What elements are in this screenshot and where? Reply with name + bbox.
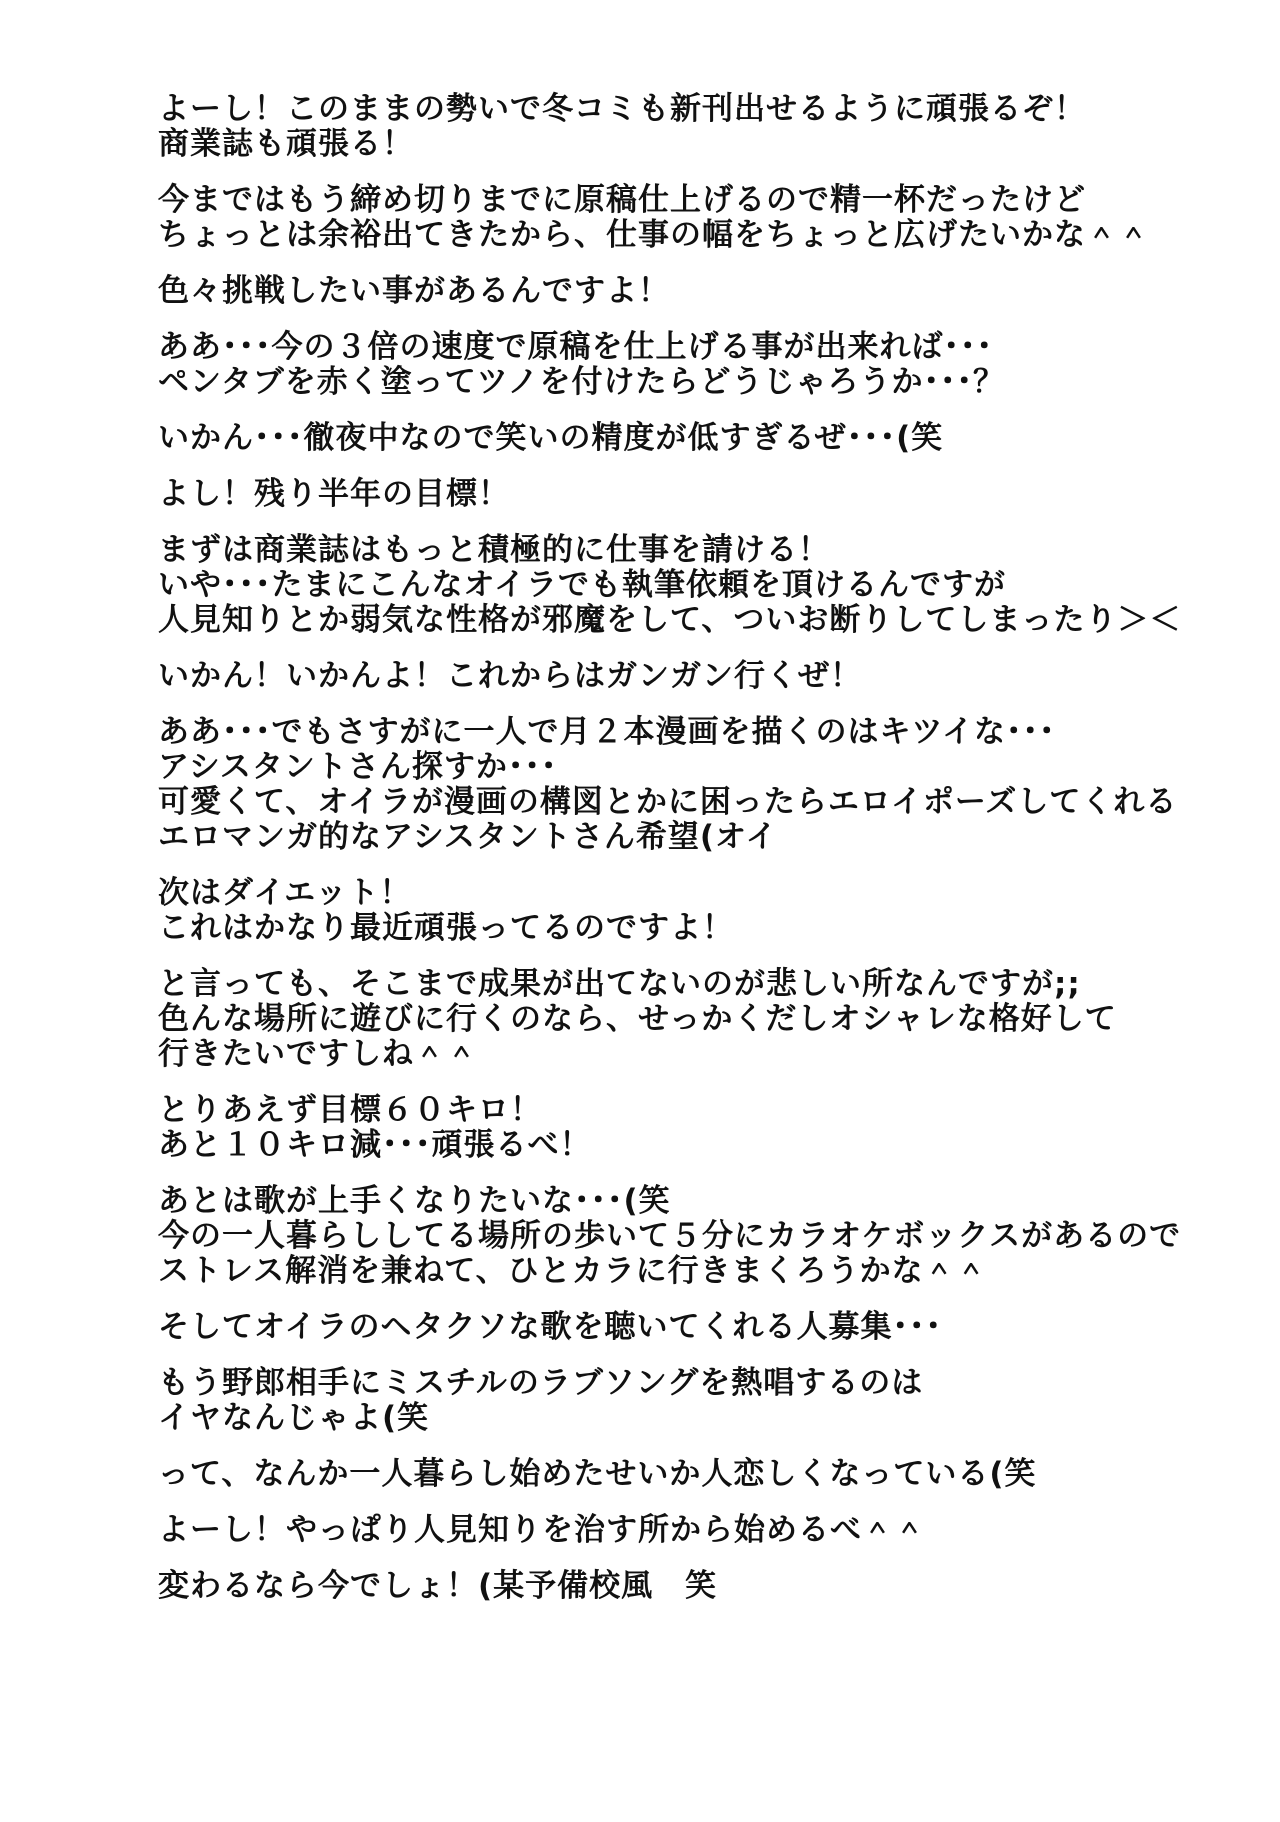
paragraph xyxy=(158,274,1218,309)
text-line: そしてオイラのヘタクソな歌を聴いてくれる人募集･･･ xyxy=(158,1309,942,1345)
paragraph xyxy=(158,1366,1218,1436)
document-page xyxy=(158,92,1218,1625)
text-line: 商業誌も頑張る！ xyxy=(158,126,414,162)
paragraph xyxy=(158,715,1218,855)
paragraph xyxy=(158,1569,1218,1604)
text-line: いや･･･たまにこんなオイラでも執筆依頼を頂けるんですが xyxy=(158,567,1006,603)
text-line: まずは商業誌はもっと積極的に仕事を請ける！ xyxy=(158,532,830,568)
text-line: いかん！いかんよ！これからはガンガン行くぜ！ xyxy=(158,658,862,694)
text-line: エロマンガ的なアシスタントさん希望(オイ xyxy=(158,819,778,855)
text-line: 次はダイエット！ xyxy=(158,875,412,911)
text-line: これはかなり最近頑張ってるのですよ！ xyxy=(158,910,734,946)
text-line: よし！残り半年の目標！ xyxy=(158,476,510,512)
paragraph xyxy=(158,421,1218,456)
paragraph xyxy=(158,1093,1218,1163)
text-line: 色んな場所に遊びに行くのなら、せっかくだしオシャレな格好して xyxy=(158,1001,1117,1037)
text-line: 人見知りとか弱気な性格が邪魔をして、ついお断りしてしまったり＞＜ xyxy=(158,602,1182,638)
paragraph xyxy=(158,876,1218,946)
text-line: よーし！このままの勢いで冬コミも新刊出せるように頑張るぞ！ xyxy=(158,91,1086,127)
paragraph xyxy=(158,967,1218,1072)
text-line: いかん･･･徹夜中なので笑いの精度が低すぎるぜ･･･(笑 xyxy=(158,420,944,456)
paragraph xyxy=(158,477,1218,512)
paragraph xyxy=(158,1184,1218,1289)
text-line: あと１０キロ減･･･頑張るべ！ xyxy=(158,1127,592,1163)
text-line: 今まではもう締め切りまでに原稿仕上げるので精一杯だったけど xyxy=(158,182,1086,218)
text-line: ちょっとは余裕出てきたから、仕事の幅をちょっと広げたいかな＾＾ xyxy=(158,217,1150,253)
text-line: とりあえず目標６０キロ！ xyxy=(158,1092,542,1128)
paragraph xyxy=(158,533,1218,638)
paragraph xyxy=(158,1310,1218,1345)
paragraph xyxy=(158,183,1218,253)
text-line: 可愛くて、オイラが漫画の構図とかに困ったらエロイポーズしてくれる xyxy=(158,784,1178,820)
text-line: ペンタブを赤く塗ってツノを付けたらどうじゃろうか･･･？ xyxy=(158,364,1006,400)
text-line: と言っても、そこまで成果が出てないのが悲しい所なんですが;; xyxy=(158,966,1081,1002)
text-line: ああ･･･今の３倍の速度で原稿を仕上げる事が出来れば･･･ xyxy=(158,329,993,365)
text-line: って、なんか一人暮らし始めたせいか人恋しくなっている(笑 xyxy=(158,1456,1037,1492)
paragraph xyxy=(158,1513,1218,1548)
paragraph xyxy=(158,92,1218,162)
text-line: 変わるなら今でしょ！(某予備校風 笑 xyxy=(158,1568,718,1604)
text-line: よーし！やっぱり人見知りを治す所から始めるべ＾＾ xyxy=(158,1512,926,1548)
text-line: ストレス解消を兼ねて、ひとカラに行きまくろうかな＾＾ xyxy=(158,1253,988,1289)
paragraph xyxy=(158,1457,1218,1492)
paragraph xyxy=(158,330,1218,400)
text-line: イヤなんじゃよ(笑 xyxy=(158,1400,430,1436)
text-line: 行きたいですしね＾＾ xyxy=(158,1036,478,1072)
text-line: 今の一人暮らししてる場所の歩いて５分にカラオケボックスがあるので xyxy=(158,1218,1182,1254)
text-line: 色々挑戦したい事があるんですよ！ xyxy=(158,273,670,309)
text-line: アシスタントさん探すか･･･ xyxy=(158,749,558,785)
text-line: ああ･･･でもさすがに一人で月２本漫画を描くのはキツイな･･･ xyxy=(158,714,1056,750)
text-line: もう野郎相手にミスチルのラブソングを熱唱するのは xyxy=(158,1365,924,1401)
text-line: あとは歌が上手くなりたいな･･･(笑 xyxy=(158,1183,671,1219)
paragraph xyxy=(158,659,1218,694)
